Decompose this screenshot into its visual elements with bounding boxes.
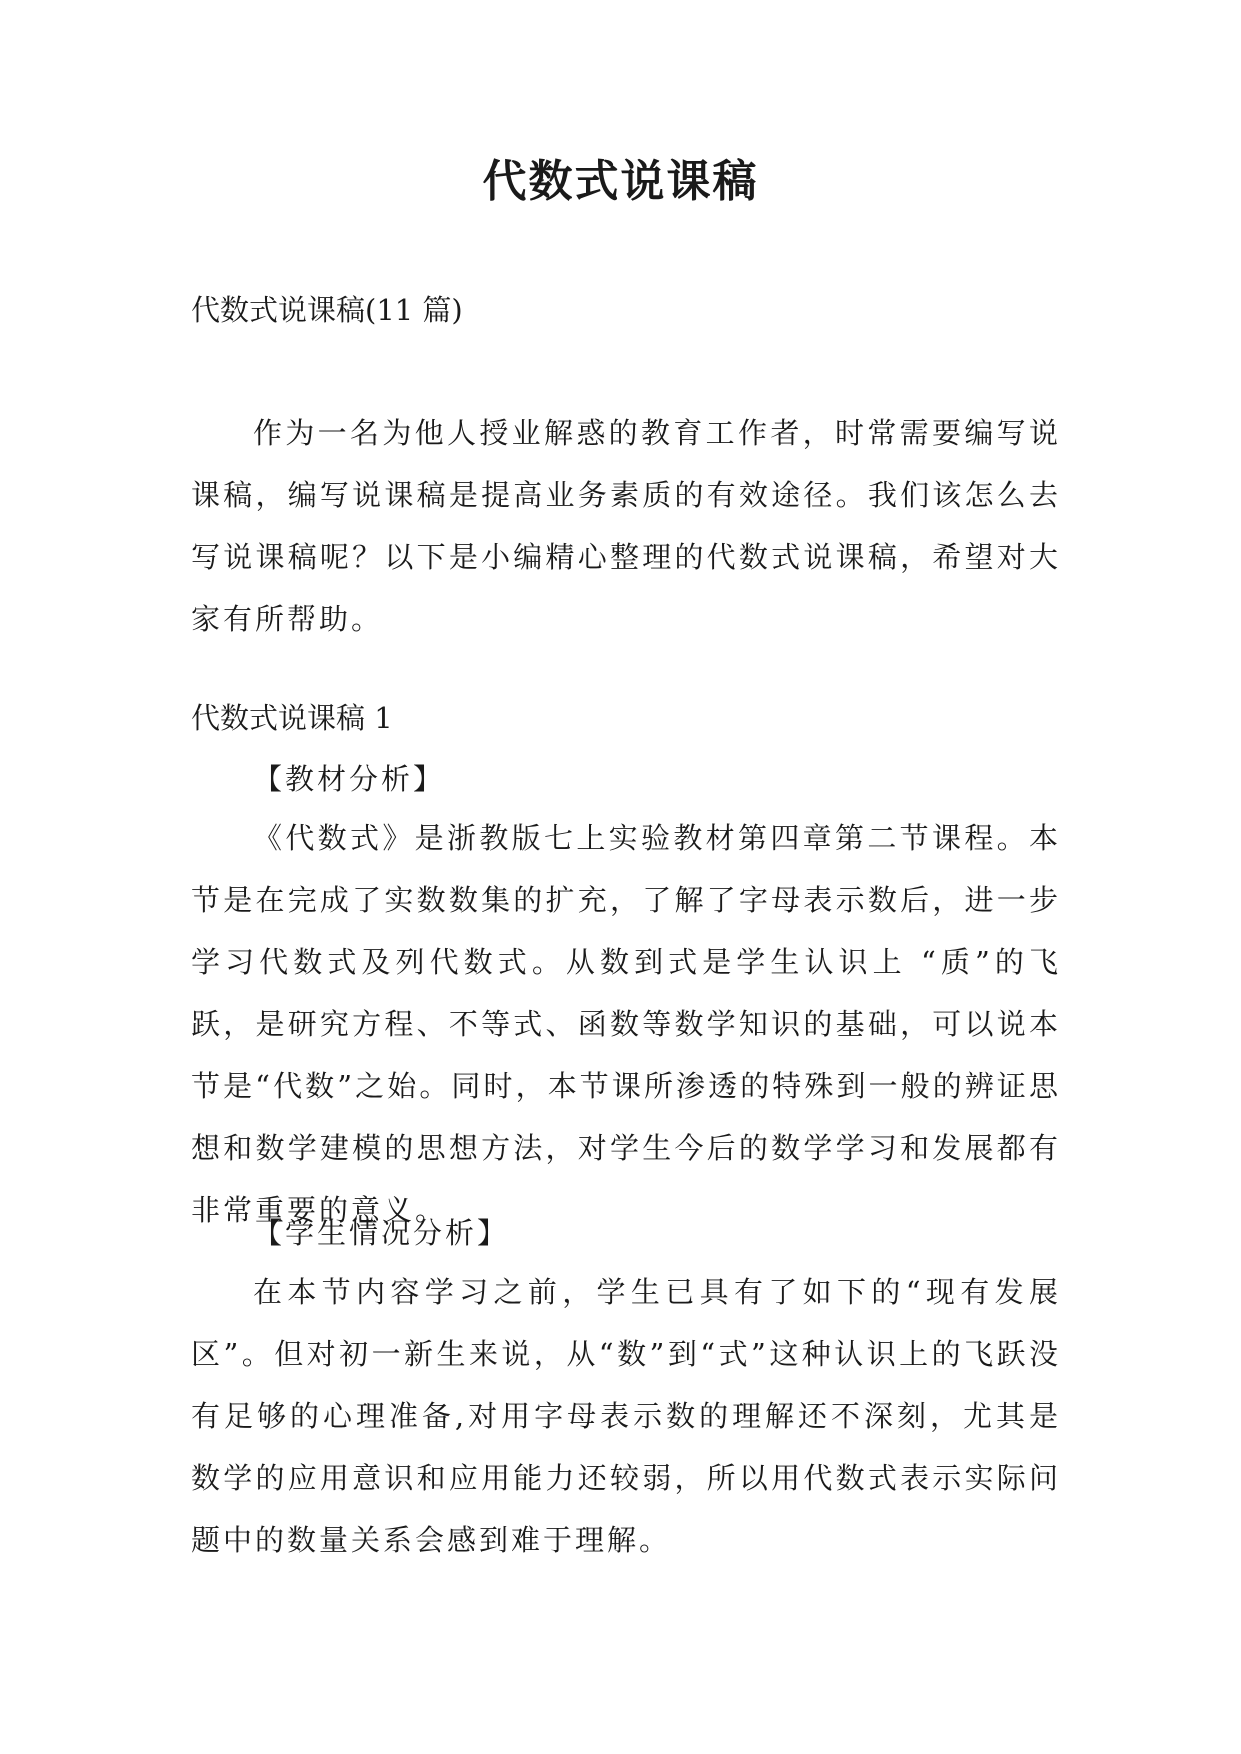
textbook-analysis-paragraph: 《代数式》是浙教版七上实验教材第四章第二节课程。本节是在完成了实数数集的扩充，了解了字母表示数后，进一步学习代数式及列代数式。从数到式是学生认识上 “质”的飞跃，是研究方程、不等式、函数等数学知识的基础，可以说本节是“代数”之始。同时，本节课所渗透的特殊到一般的辨证思想和数学建模的思想方法，对学生今后的数学学习和发展都有非常重要的意义。 <box>191 821 1061 1227</box>
section-heading: 代数式说课稿 1 <box>191 701 393 735</box>
textbook-analysis-heading: 【教材分析】 <box>253 762 446 796</box>
document-subtitle: 代数式说课稿(11 篇) <box>191 293 463 327</box>
document-title: 代数式说课稿 <box>482 156 759 207</box>
student-analysis-paragraph: 在本节内容学习之前，学生已具有了如下的“现有发展区”。但对初一新生来说，从“数”到“式”这种认识上的飞跃没有足够的心理准备,对用字母表示数的理解还不深刻，尤其是数学的应用意识和应用能力还较弱，所以用代数式表示实际问题中的数量关系会感到难于理解。 <box>191 1275 1061 1557</box>
intro-paragraph: 作为一名为他人授业解惑的教育工作者，时常需要编写说课稿，编写说课稿是提高业务素质的有效途径。我们该怎么去写说课稿呢？以下是小编精心整理的代数式说课稿，希望对大家有所帮助。 <box>191 416 1061 636</box>
student-analysis-heading: 【学生情况分析】 <box>253 1216 510 1250</box>
